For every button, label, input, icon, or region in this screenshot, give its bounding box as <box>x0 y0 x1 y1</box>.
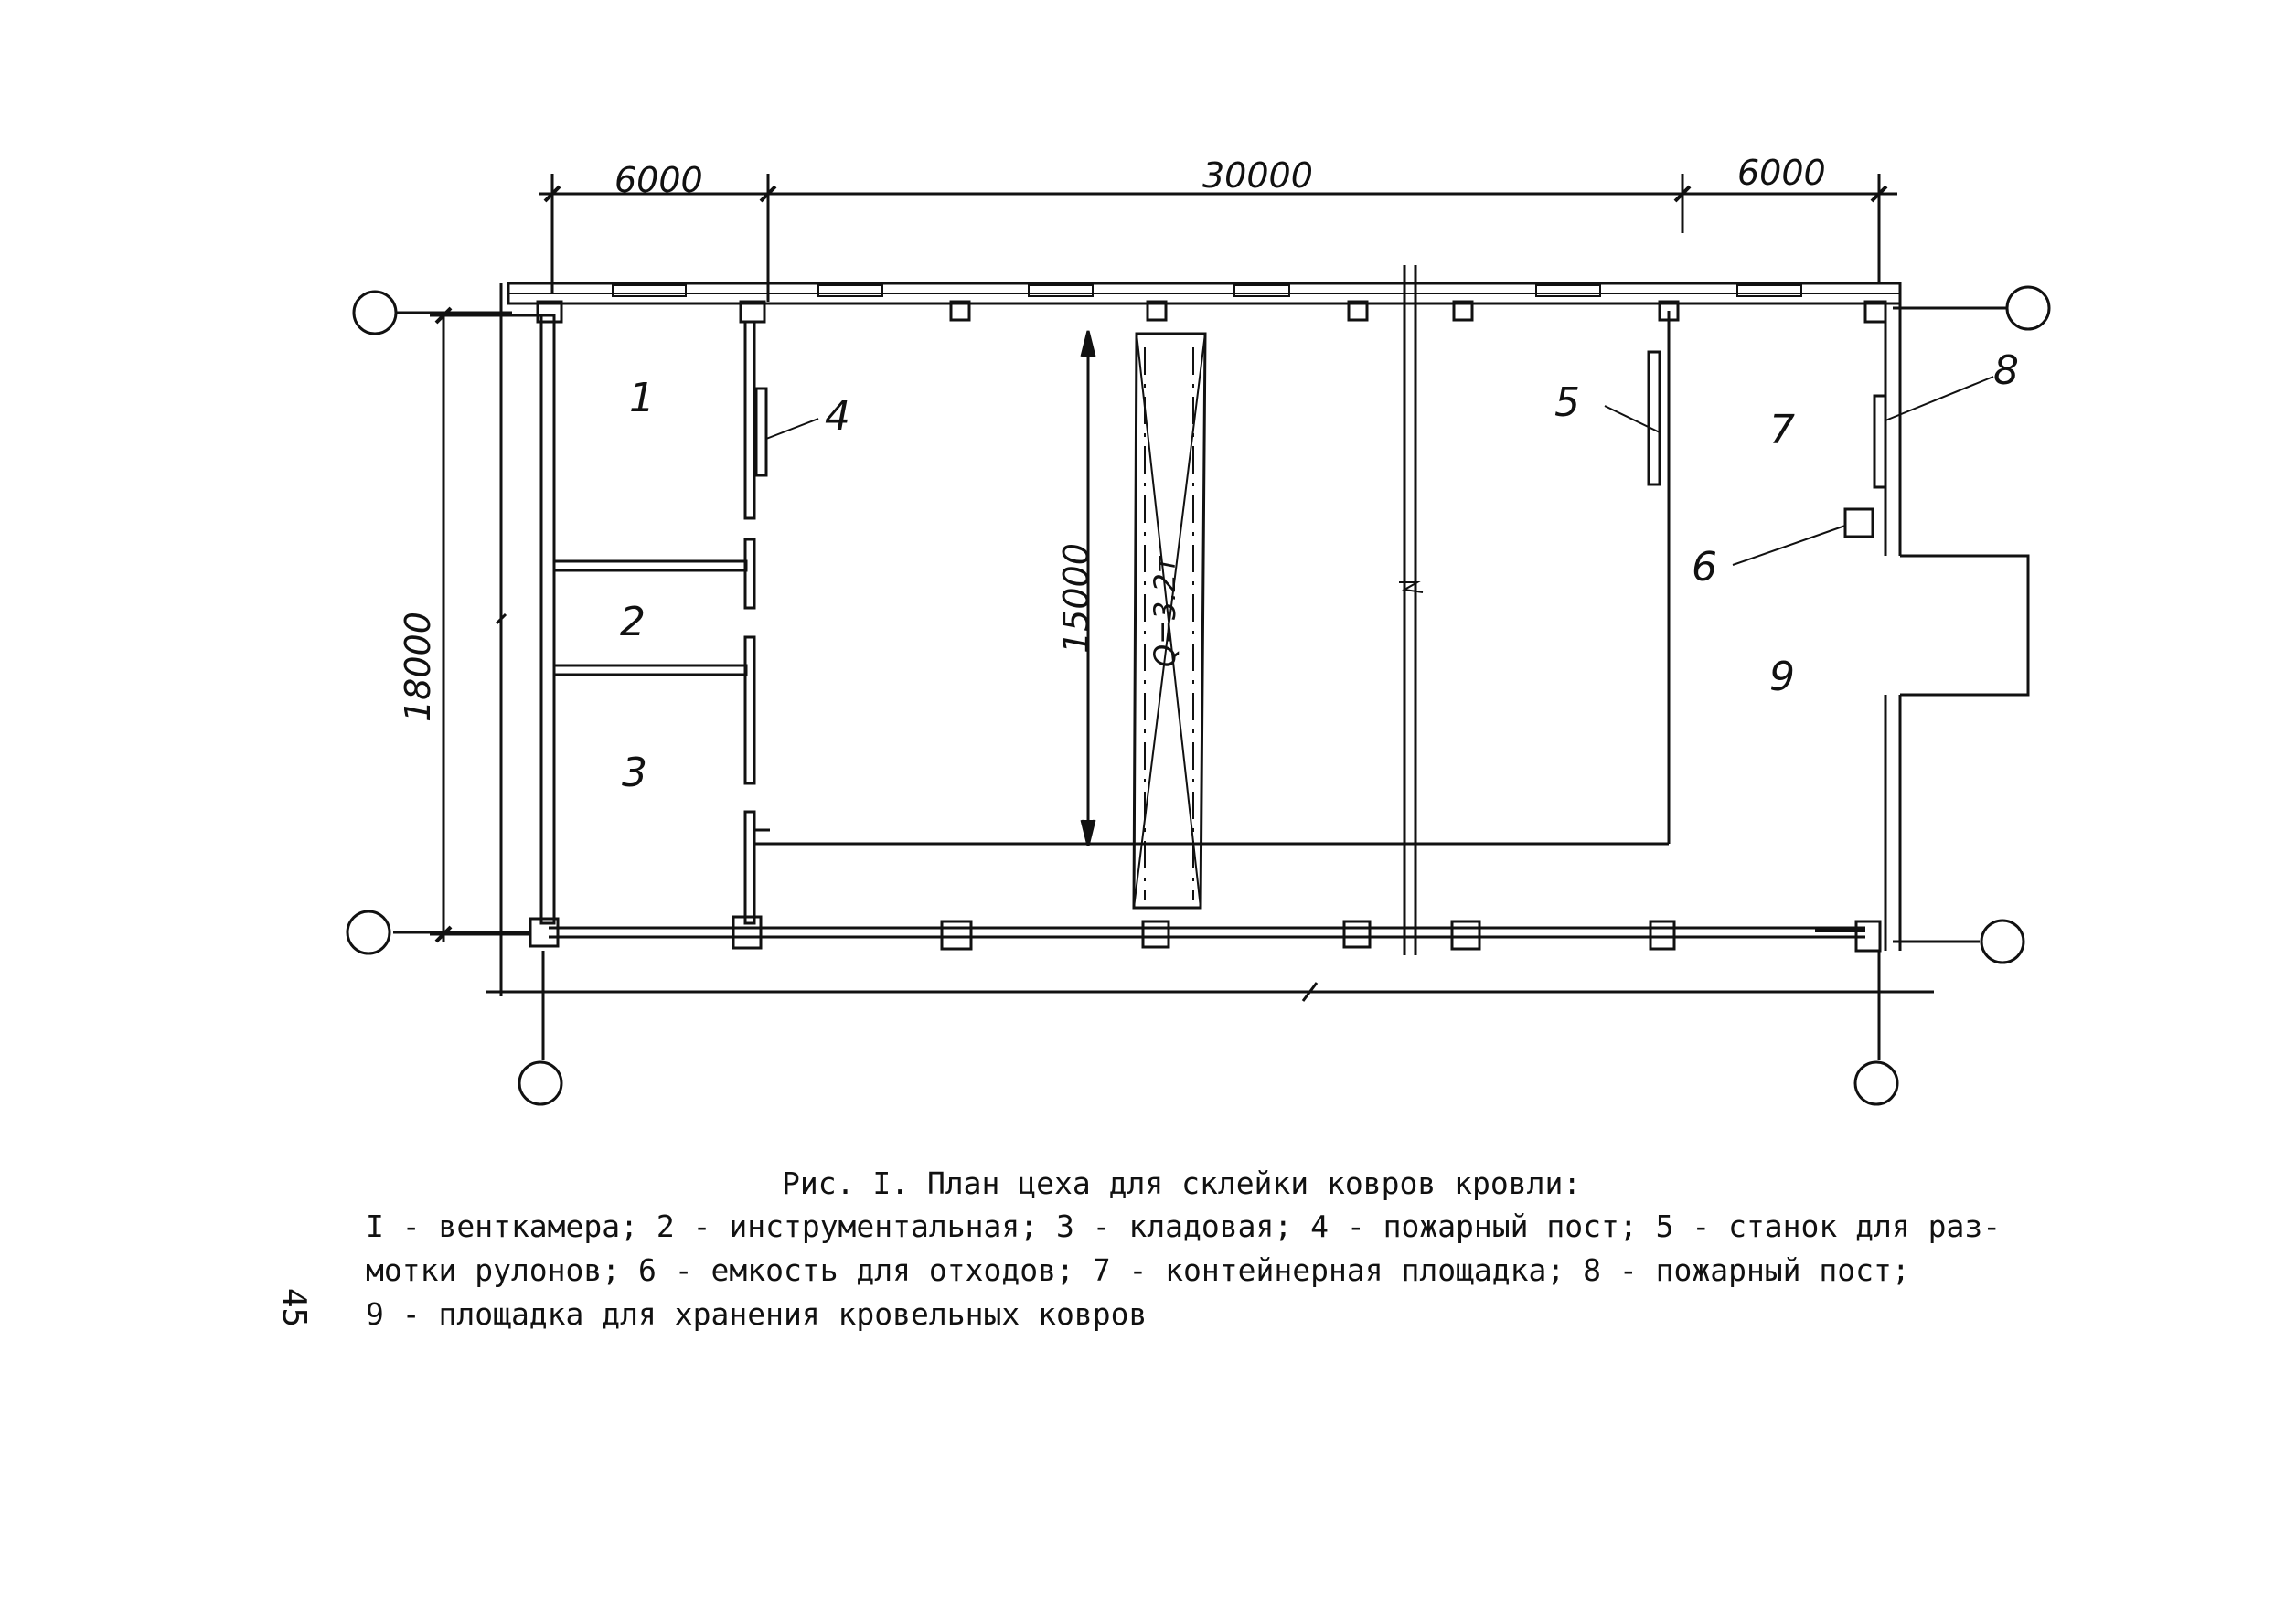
waste-container <box>1845 509 1873 537</box>
axis-marker-circle <box>354 292 396 334</box>
axis-marker-circle <box>519 1062 561 1104</box>
leader-lines <box>766 377 1993 565</box>
dimension-top-left: 6000 <box>614 160 703 200</box>
outer-walls <box>508 265 2028 955</box>
left-dimension-chain <box>430 308 549 942</box>
page-number: 45 <box>275 1287 314 1328</box>
room-label-7: 7 <box>1769 407 1795 453</box>
axis-marker-circle <box>2007 287 2049 329</box>
figure-legend-line: мотки рулонов; 6 - емкость для отходов; 7 - контейнерная площадка; 8 - пожарный пост; <box>366 1252 1910 1288</box>
figure-legend-line: 9 - площадка для хранения кровельных ковров <box>366 1296 1148 1332</box>
bottom-dimension-line <box>486 983 1934 1001</box>
room-label-2: 2 <box>620 599 646 645</box>
dimension-left-height: 18000 <box>398 612 438 722</box>
interior-partitions <box>554 311 1669 923</box>
figure-caption-title: Рис. I. План цеха для склейки ковров кровли: <box>782 1166 1582 1201</box>
fire-post-8 <box>1874 396 1885 487</box>
room-label-6: 6 <box>1692 544 1717 591</box>
figure-legend-line: I - венткамера; 2 - инструментальная; 3 - кладовая; 4 - пожарный пост; 5 - станок для раз- <box>366 1208 2002 1244</box>
axis-marker-circle <box>1981 921 2024 963</box>
columns <box>530 302 1885 951</box>
axis-marker-circle <box>1855 1062 1897 1104</box>
room-label-1: 1 <box>629 375 655 421</box>
dimension-top-right: 6000 <box>1737 153 1826 193</box>
crane-capacity-label: Q=3.2т <box>1148 556 1182 667</box>
dimension-inner-height: 15000 <box>1056 543 1096 654</box>
room-label-5: 5 <box>1554 379 1580 426</box>
room-label-9: 9 <box>1769 654 1795 700</box>
room-label-4: 4 <box>825 393 850 440</box>
room-label-8: 8 <box>1993 347 2019 394</box>
axis-marker-circle <box>347 911 390 953</box>
room-label-3: 3 <box>622 750 647 796</box>
unwinding-machine <box>1649 352 1660 484</box>
dimension-top-middle: 30000 <box>1202 155 1313 196</box>
